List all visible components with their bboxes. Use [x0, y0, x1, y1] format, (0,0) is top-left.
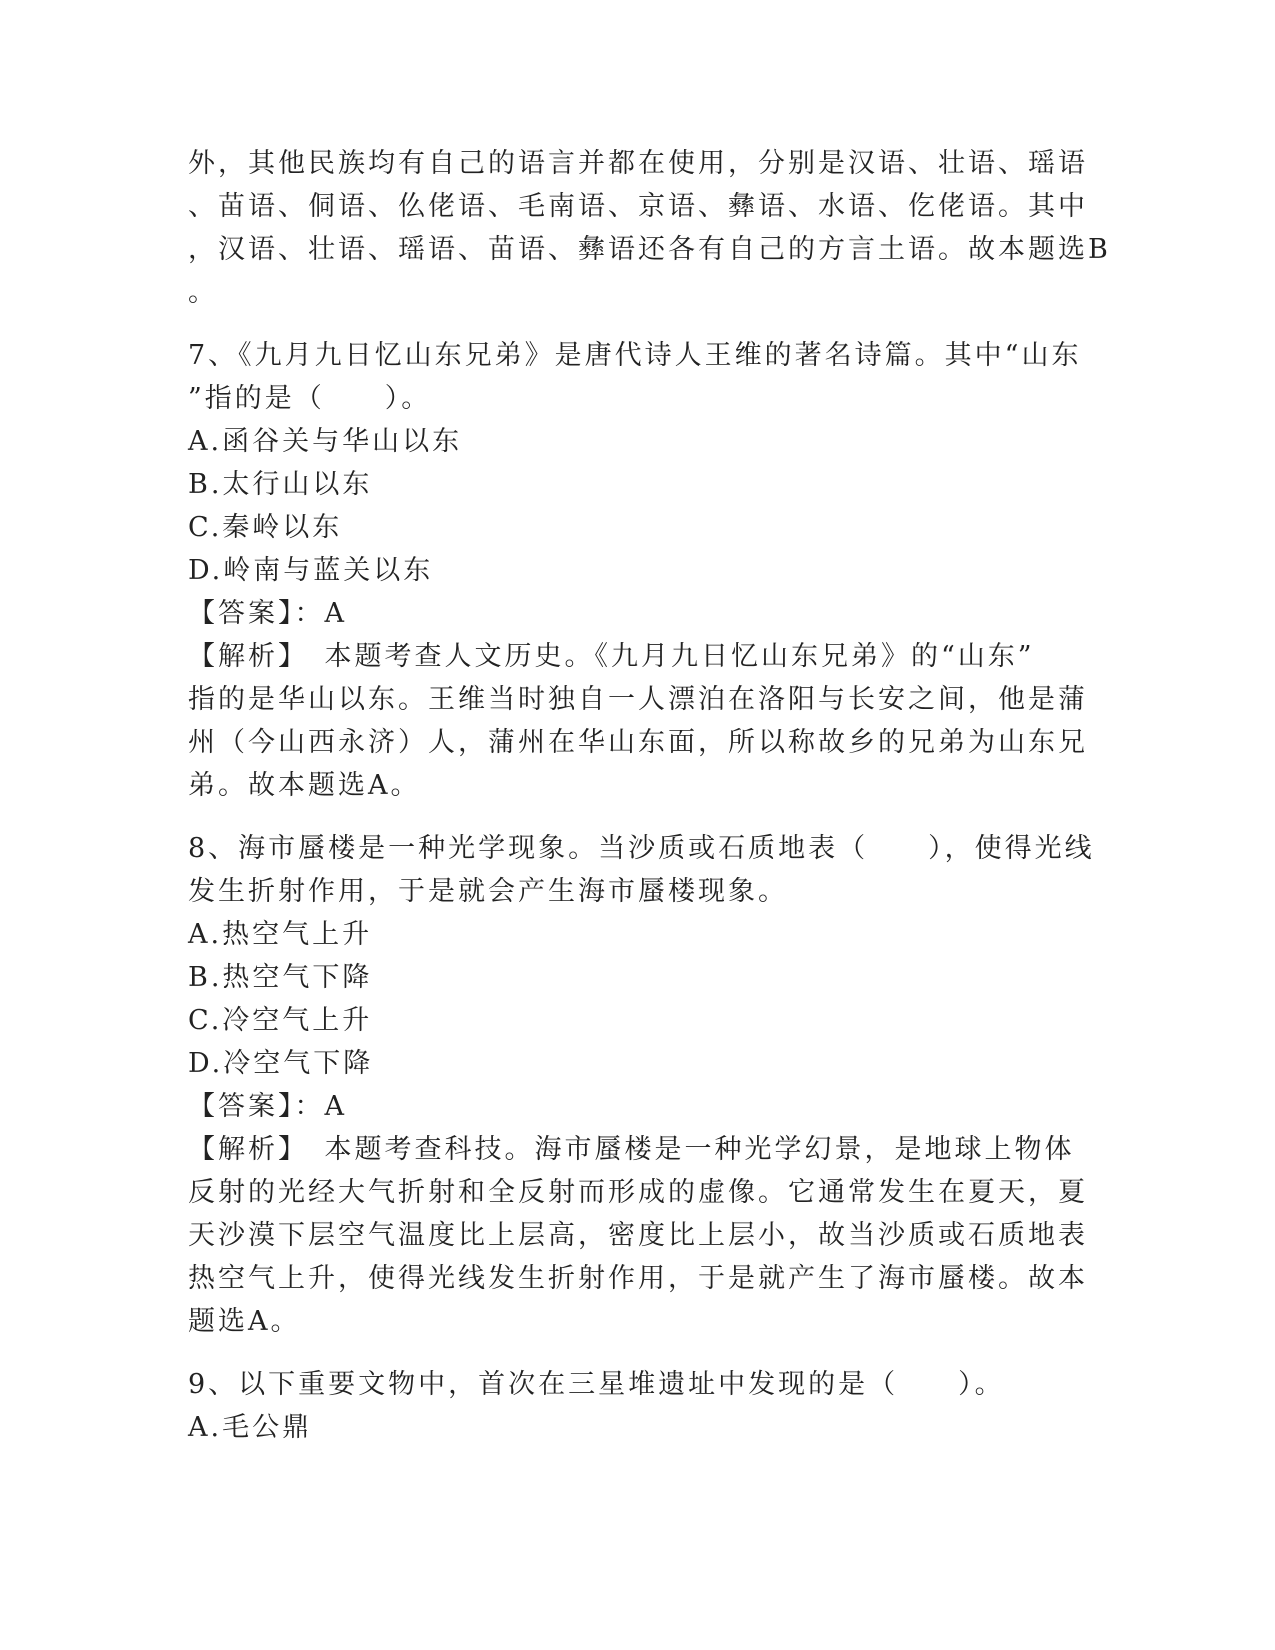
text-line: 、苗语、侗语、仫佬语、毛南语、京语、彝语、水语、仡佬语。其中: [188, 191, 1088, 222]
option-b: B.热空气下降: [188, 962, 373, 993]
explanation-line: 指的是华山以东。王维当时独自一人漂泊在洛阳与长安之间，他是蒲: [188, 684, 1088, 715]
option-b: B.太行山以东: [188, 469, 373, 500]
question-stem-line: 8、海市蜃楼是一种光学现象。当沙质或石质地表（ ），使得光线: [188, 833, 1095, 864]
option-a: A.函谷关与华山以东: [188, 426, 463, 457]
question-stem-line: 9、以下重要文物中，首次在三星堆遗址中发现的是（ ）。: [188, 1369, 1005, 1400]
explanation-line: 题选A。: [188, 1306, 301, 1337]
option-a: A.热空气上升: [188, 919, 373, 950]
option-a: A.毛公鼎: [188, 1412, 313, 1443]
question-7: [188, 334, 1088, 807]
option-c: C.冷空气上升: [188, 1005, 373, 1036]
prev-explanation-tail: [188, 142, 1111, 314]
question-stem-line: 发生折射作用，于是就会产生海市蜃楼现象。: [188, 876, 788, 907]
text-line: 外，其他民族均有自己的语言并都在使用，分别是汉语、壮语、瑶语: [188, 148, 1088, 179]
answer-line: 【答案】：A: [188, 1091, 347, 1122]
option-d: D.岭南与蓝关以东: [188, 555, 434, 586]
question-stem-line: 7、《九月九日忆山东兄弟》是唐代诗人王维的著名诗篇。其中“山东: [188, 340, 1082, 371]
explanation-line: 反射的光经大气折射和全反射而形成的虚像。它通常发生在夏天，夏: [188, 1177, 1088, 1208]
question-8: [188, 827, 1095, 1343]
explanation-line: 热空气上升，使得光线发生折射作用，于是就产生了海市蜃楼。故本: [188, 1263, 1088, 1294]
explanation-line: 州（今山西永济）人，蒲州在华山东面，所以称故乡的兄弟为山东兄: [188, 727, 1088, 758]
answer-line: 【答案】：A: [188, 598, 347, 629]
document-content: [188, 142, 1111, 1449]
option-d: D.冷空气下降: [188, 1048, 374, 1079]
text-line: 。: [188, 277, 218, 308]
question-9: [188, 1363, 1088, 1449]
text-line: ，汉语、壮语、瑶语、苗语、彝语还各有自己的方言土语。故本题选B: [188, 234, 1111, 265]
option-c: C.秦岭以东: [188, 512, 343, 543]
explanation-line: 【解析】 本题考查人文历史。《九月九日忆山东兄弟》的“山东”: [188, 641, 1035, 672]
explanation-line: 【解析】 本题考查科技。海市蜃楼是一种光学幻景，是地球上物体: [188, 1134, 1075, 1165]
explanation-line: 天沙漠下层空气温度比上层高，密度比上层小，故当沙质或石质地表: [188, 1220, 1088, 1251]
question-stem-line: ”指的是（ ）。: [188, 383, 432, 414]
explanation-line: 弟。故本题选A。: [188, 770, 421, 801]
